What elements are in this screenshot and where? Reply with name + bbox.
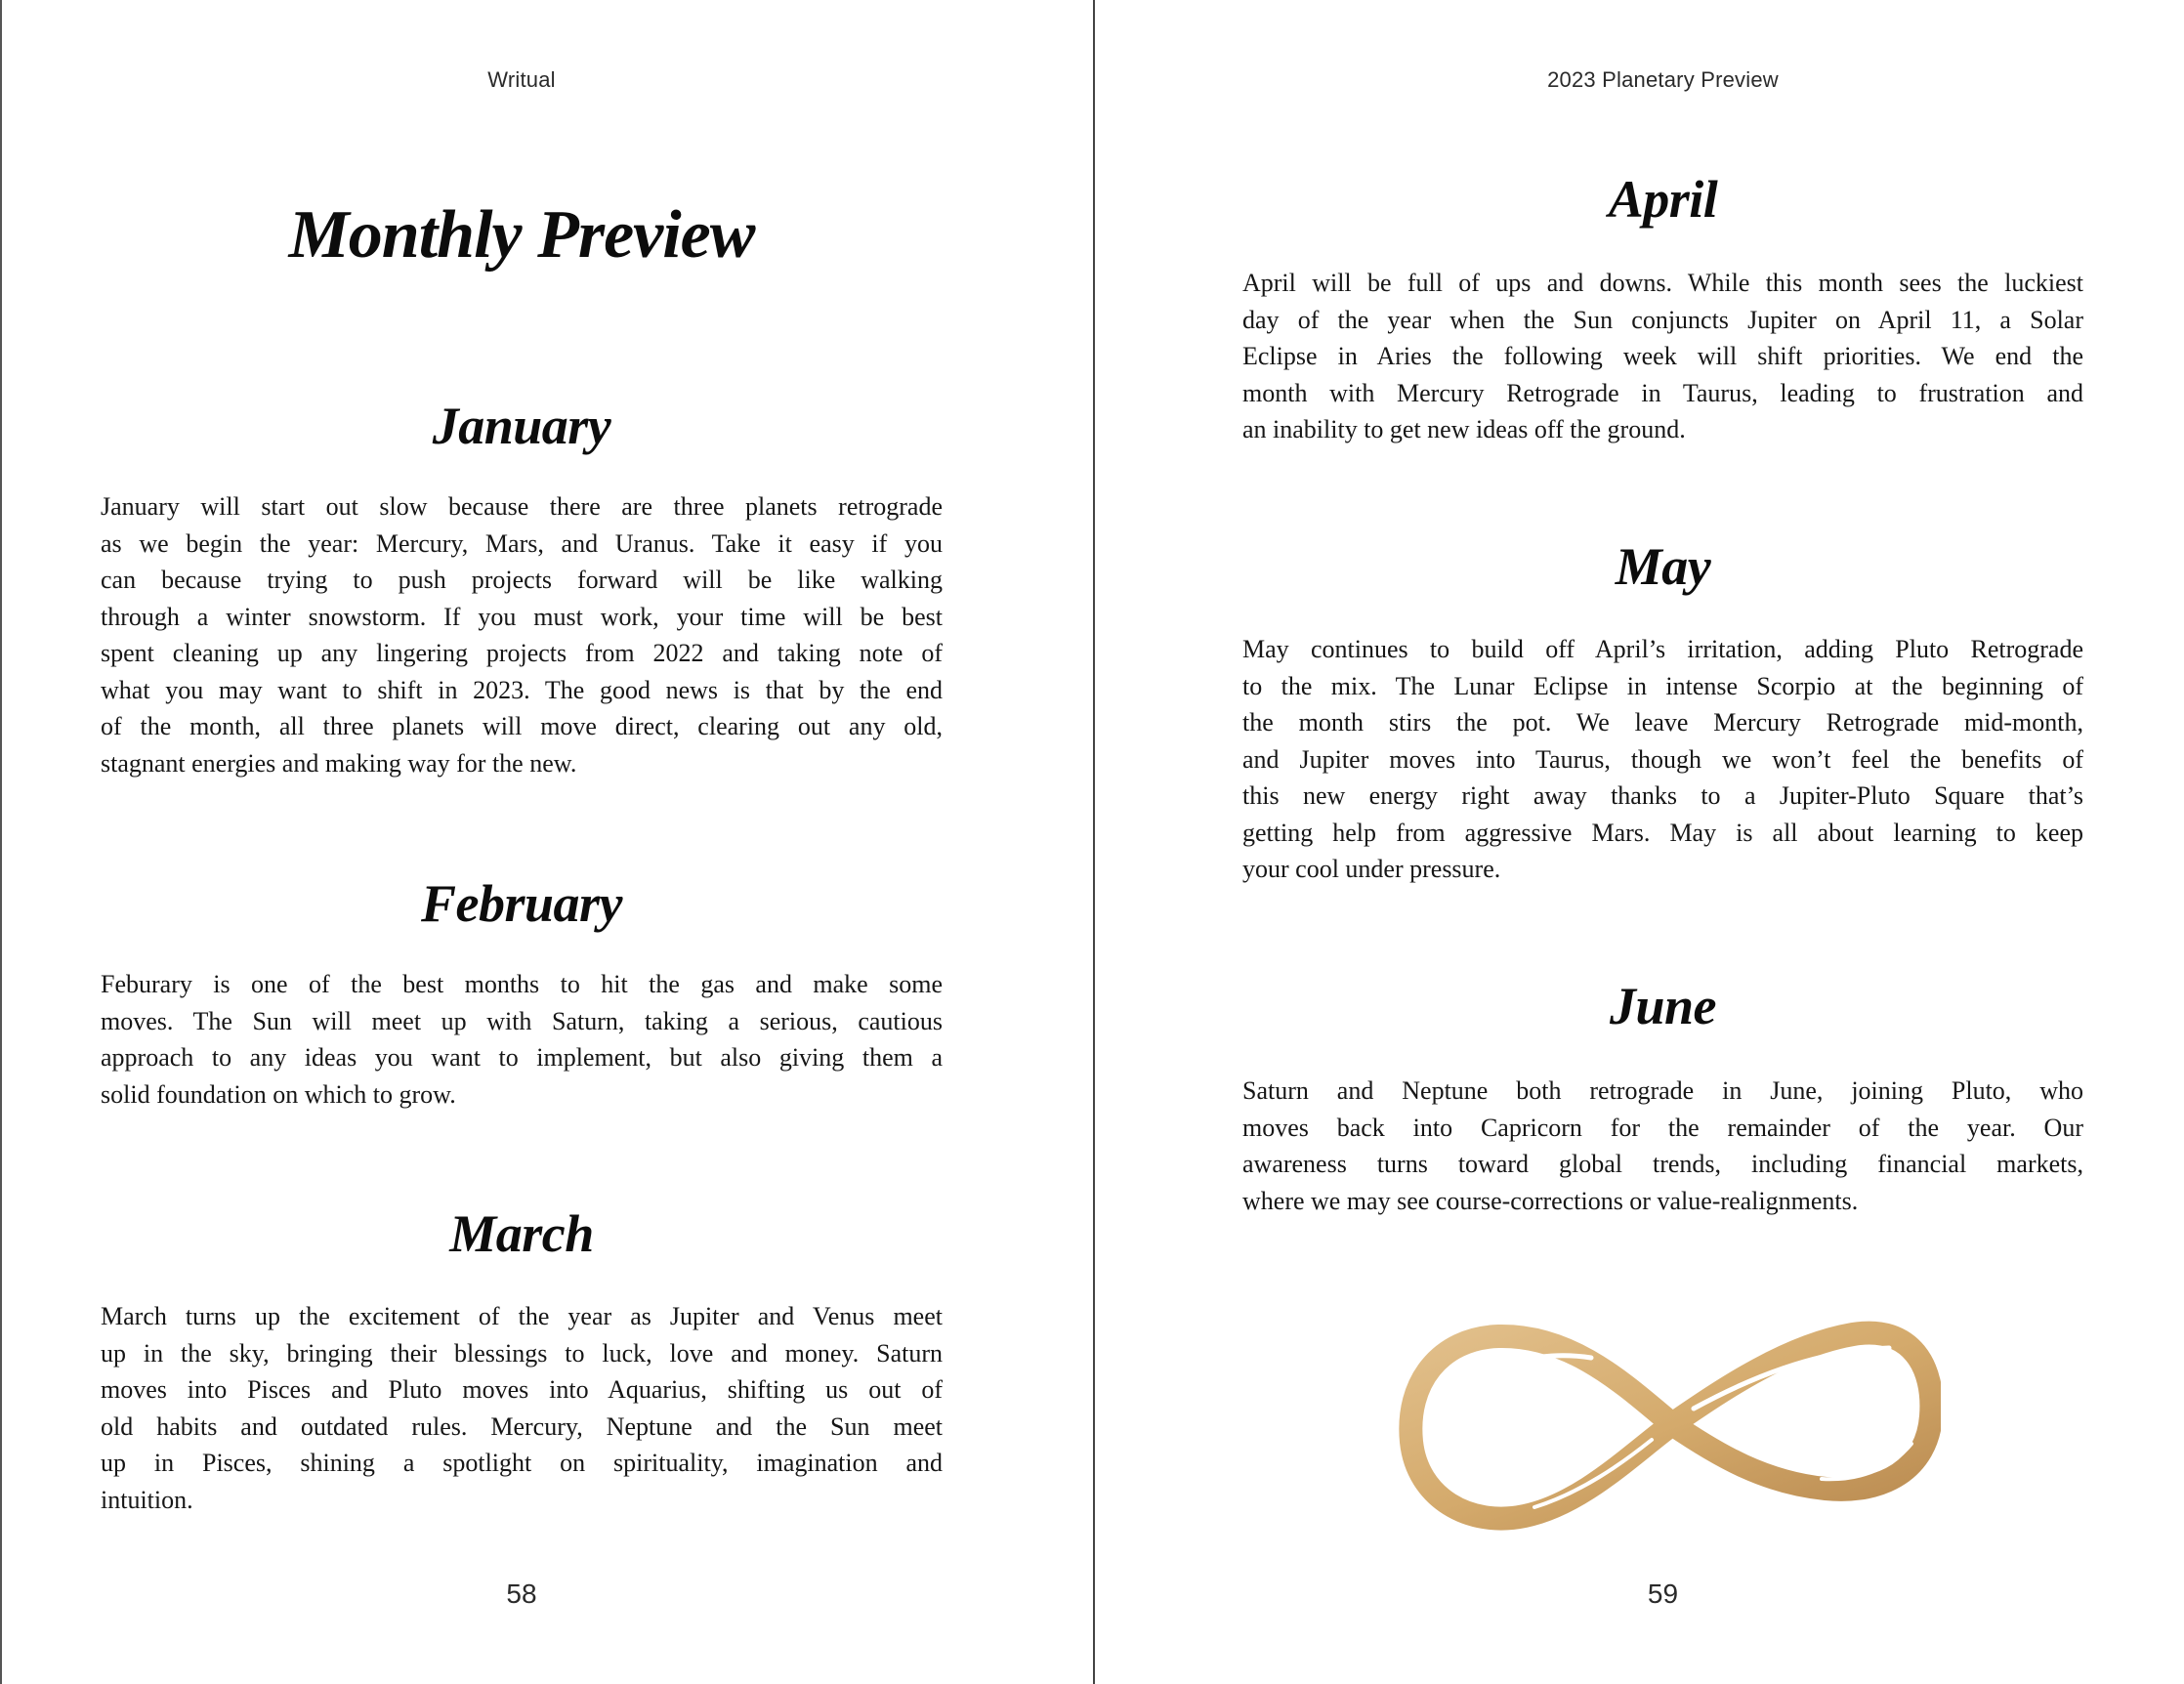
april-paragraph — [1242, 265, 2083, 448]
month-heading-march: March — [449, 1204, 594, 1263]
paragraph-line: solid foundation on which to grow. — [101, 1079, 456, 1109]
paragraph-line: May continues to build off April’s irritation, adding Pluto Retrograde — [1242, 635, 2083, 663]
paragraph-line: as we begin the year: Mercury, Mars, and Uranus. Take it easy if you — [101, 528, 943, 558]
page-number-left: 58 — [506, 1579, 537, 1609]
paragraph-line: an inability to get new ideas off the ground. — [1242, 415, 1686, 443]
paragraph-line: up in the sky, bringing their blessings to luck, love and money. Saturn — [101, 1338, 943, 1368]
month-heading-june: June — [1609, 977, 1717, 1035]
june-paragraph — [1242, 1073, 2083, 1219]
book-spine-divider — [1093, 0, 1095, 1684]
paragraph-line: getting help from aggressive Mars. May is all about learning to keep — [1242, 818, 2083, 847]
paragraph-line: where we may see course-corrections or value-realignments. — [1242, 1186, 1859, 1215]
paragraph-line: to the mix. The Lunar Eclipse in intense Scorpio at the beginning of — [1242, 671, 2083, 700]
paragraph-line: of the month, all three planets will move direct, clearing out any old, — [101, 712, 943, 740]
paragraph-line: Feburary is one of the best months to hit the gas and make some — [101, 970, 943, 998]
paragraph-line: spent cleaning up any lingering projects from 2022 and taking note of — [101, 639, 943, 667]
paragraph-line: through a winter snowstorm. If you must work, your time will be best — [101, 602, 943, 631]
paragraph-line: moves back into Capricorn for the remainder of the year. Our — [1242, 1113, 2083, 1142]
running-header-right: 2023 Planetary Preview — [1547, 67, 1779, 92]
paragraph-line: stagnant energies and making way for the new. — [101, 748, 577, 778]
infinity-inner-gap-left — [1438, 1356, 1591, 1468]
paragraph-line: and Jupiter moves into Taurus, though we won’t feel the benefits of — [1242, 744, 2083, 774]
page-number-right: 59 — [1647, 1579, 1679, 1609]
paragraph-line: day of the year when the Sun conjuncts Jupiter on April 11, a Solar — [1242, 305, 2083, 334]
february-paragraph — [101, 966, 943, 1113]
may-paragraph — [1242, 631, 2083, 888]
paragraph-line: your cool under pressure. — [1242, 855, 1501, 883]
march-paragraph — [101, 1298, 943, 1518]
page-title: Monthly Preview — [288, 197, 755, 273]
paragraph-line: month with Mercury Retrograde in Taurus, leading to frustration and — [1242, 378, 2083, 407]
month-heading-may: May — [1615, 537, 1711, 596]
paragraph-line: awareness turns toward global trends, including financial markets, — [1242, 1150, 2083, 1178]
paragraph-line: the month stirs the pot. We leave Mercury Retrograde mid-month, — [1242, 708, 2083, 737]
infinity-outer-stroke — [1410, 1333, 1931, 1519]
paragraph-line: April will be full of ups and downs. While this month sees the luckiest — [1242, 269, 2083, 297]
paragraph-line: what you may want to shift in 2023. The good news is that by the end — [101, 675, 943, 704]
paragraph-line: up in Pisces, shining a spotlight on spirituality, imagination and — [101, 1449, 943, 1477]
paragraph-line: moves. The Sun will meet up with Saturn, taking a serious, cautious — [101, 1006, 943, 1035]
month-heading-february: February — [420, 874, 622, 933]
january-paragraph — [101, 488, 943, 781]
paragraph-line: approach to any ideas you want to implement, but also giving them a — [101, 1043, 943, 1072]
infinity-icon — [1396, 1307, 1941, 1541]
page-edge-divider — [0, 0, 2, 1684]
paragraph-line: can because trying to push projects forward will be like walking — [101, 566, 943, 594]
paragraph-line: moves into Pisces and Pluto moves into Aquarius, shifting us out of — [101, 1375, 943, 1404]
paragraph-line: old habits and outdated rules. Mercury, Neptune and the Sun meet — [101, 1411, 943, 1441]
paragraph-line: March turns up the excitement of the year as Jupiter and Venus meet — [101, 1302, 943, 1330]
paragraph-line: January will start out slow because there are three planets retrograde — [101, 492, 943, 521]
paragraph-line: this new energy right away thanks to a Jupiter-Pluto Square that’s — [1242, 781, 2083, 810]
running-header-left: Writual — [487, 67, 556, 92]
month-heading-april: April — [1608, 170, 1718, 229]
paragraph-line: Saturn and Neptune both retrograde in June, joining Pluto, who — [1242, 1076, 2083, 1105]
month-heading-january: January — [432, 397, 611, 455]
paragraph-line: intuition. — [101, 1485, 193, 1514]
paragraph-line: Eclipse in Aries the following week will shift priorities. We end the — [1242, 342, 2083, 370]
